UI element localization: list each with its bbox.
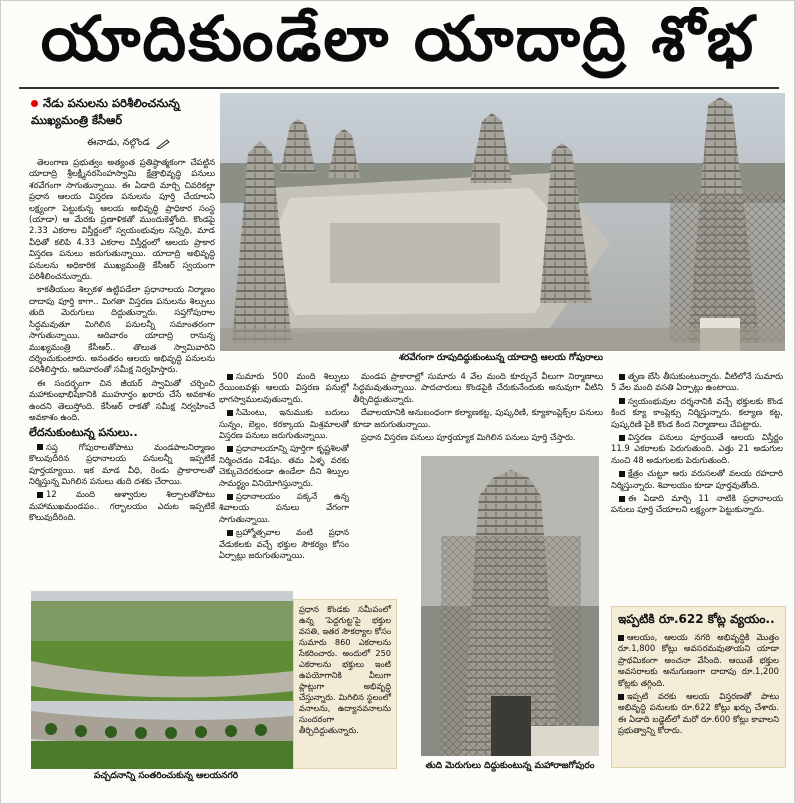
square-bullet-icon xyxy=(619,398,625,404)
budget-box xyxy=(611,606,786,768)
col1-bullet-1: సప్త గోపురాలతోపాటు మండపాలనిర్మాణం కొలువుదీరిన ప్రధానాలయ పనులన్నీ ఇప్పటికే పూర్తయ్యాయి. ఇక మాడ వీధి, రెండు ప్రాకారాలతో నిర్మిస్తున్న మిగిలిన పనులు తుది దశకు చేరాయి. xyxy=(29,441,215,486)
land-box xyxy=(293,599,397,769)
col4-bullet-3: విస్తరణ పనులు పూర్తయితే ఆలయ విస్తీర్ణం 11.9 ఎకరాలకు పెరుగుతుంది. ఎత్తు 21 అడుగుల నుంచి 48 అడుగులకు పెరుగుతుంది. xyxy=(611,432,783,465)
col2-bullet-1: సుమారు 500 మంది శిల్పులు రేయింబవళ్లు ఆలయ విస్తరణ పనుల్లో భాగస్వాములవుతున్నారు. xyxy=(219,371,349,404)
headline-rule xyxy=(19,87,779,89)
col2-bullet-5: బ్రహ్మోత్సవాల వంటి ప్రధాన వేడుకలకు వచ్చే భక్తుల సౌకర్యం కోసం ఏర్పాట్లు జరుగుతున్నాయి. xyxy=(219,527,349,561)
col1-section-heading: లేదనుకుంటున్న పనులు.. xyxy=(29,426,138,440)
square-bullet-icon xyxy=(37,492,43,498)
col4-bullet-2: స్వయంభువుల దర్శనానికి వచ్చే భక్తులకు కొండ కింద క్యూ కాంప్లెక్సు నిర్మిస్తున్నారు. కల్యాణ కట్ట, పుష్కరిణి పైకి కొండ కింద నిర్మాణాలు చేపట్టారు. xyxy=(611,395,783,429)
subhead-text: నేడు పనులను పరిశీలించనున్న ముఖ్యమంత్రి కేసీఆర్ xyxy=(31,96,180,127)
square-bullet-icon xyxy=(619,496,625,502)
budget-bullet-2: ఇప్పటి వరకు ఆలయ విస్తరణతో పాటు అభివృద్ధి పనులకు రూ.622 కోట్లు ఖర్చు చేశారు. ఈ ఏడాది బడ్జెట్‌లో మరో రూ.600 కోట్లు కావాలని ప్రభుత్వాన్ని కోరారు. xyxy=(618,691,779,736)
headline: యాదికుండేలా యాదాద్రి శోభ xyxy=(40,7,756,75)
square-bullet-icon xyxy=(619,435,625,441)
col3-paragraph-2: దేవాలయానికి అనుబంధంగా కల్యాణకట్ట, పుష్కరిణి, క్యూకాంప్లెక్స్‌ల పనులు కూడా జరుగుతున్నాయి. xyxy=(353,407,603,429)
col4-bullet-1: తృణ బేసి తీసుకుంటున్నారు. వీటిలోనే సుమారు 5 వేల మంది వసతి ఏర్పాట్లు ఉంటాయి. xyxy=(611,371,783,393)
red-bullet-icon xyxy=(31,100,38,107)
column-1 xyxy=(29,157,215,592)
square-bullet-icon xyxy=(227,410,233,416)
col4-bullet-4: క్షేత్రం చుట్టూ ఆరు వరుసలతో వలయ రహదారి నిర్మిస్తున్నారు. శివాలయం కూడా పూర్తవుతోంది. xyxy=(611,468,783,490)
square-bullet-icon xyxy=(227,530,233,536)
square-bullet-icon xyxy=(227,374,233,380)
budget-body xyxy=(612,632,785,737)
col3-paragraph-1: మండప ప్రాకారాల్లో సుమారు 4 వేల మంది కూర్చునే వీలుగా నిర్మాణాలు సిద్ధమవుతున్నాయి. పాదచారులు కొండపైకి చేరుకునేందుకు అనువుగా వీటిని తీర్చిదిద్దుతున్నారు. xyxy=(353,371,603,404)
col2-bullet-4: ప్రధానాలయం పక్కనే ఉన్న శివాలయ పనులు వేగంగా సాగుతున్నాయి. xyxy=(219,491,349,524)
byline-text: ఈనాడు, నల్గొండ xyxy=(87,137,150,148)
pen-icon xyxy=(156,139,170,149)
col1-paragraph-2: కాకతీయుల శిల్పకళ ఉట్టిపడేలా ప్రధానాలయ నిర్మాణం దాదాపు పూర్తి కాగా.. మిగతా విస్తరణ పనులను శిల్పులు తుది మెరుగులు దిద్దుతున్నారు. సప్తగోపురాల సిద్ధమవుతూ మిగిలిన పనులన్నీ సమాంతరంగా సాగుతున్నాయి. ఆదివారం యాదాద్రి రానున్న ముఖ్యమంత్రి కేసీఆర్.. తొలుత స్వామివారిని దర్శించుకుంటారు. అనంతరం ఆలయ అభివృద్ధి పనులను పరిశీలిస్తారు. ఆదివారంతో సమీక్ష నిర్వహిస్తారు. xyxy=(29,284,215,375)
column-3 xyxy=(353,371,603,451)
col2-bullet-3: ప్రధానాలయాన్ని పూర్తిగా కృష్ణశిలతో నిర్మించడం విశేషం. తమ ఏళ్ళ వరకు చెక్కుచెదరకుండా ఉండేలా దీని శిల్పుల సామర్థ్యం వినియోగిస్తున్నారు. xyxy=(219,443,349,488)
col2-bullet-2: సిమెంటు, ఇనుముకు బదులు సున్నం, బెల్లం, కరక్కాయ మిశ్రమాలతో విస్తరణ పనులు జరుగుతున్నాయి. xyxy=(219,407,349,441)
land-text: ప్రధాన కొండకు సమీపంలో ఉన్న 'పెద్దగుట్ట'పై భక్తుల వసతి, ఇతర సౌకర్యాల కోసం సుమారు 860 ఎకరాలను సేకరించారు. అందులో 250 ఎకరాలను భక్తులు ఇంటి ఉపయోగానికి వీలుగా ప్లాట్లుగా అభివృద్ధి చేస్తున్నారు. మిగిలిన స్థలంలో వనాలను, ఉద్యానవనాలను సుందరంగా తీర్చిదిద్దుతున్నారు. xyxy=(299,604,391,735)
byline xyxy=(87,137,170,150)
gopuram-photo xyxy=(421,456,599,756)
main-temple-photo xyxy=(220,93,785,351)
square-bullet-icon xyxy=(619,374,625,380)
square-bullet-icon xyxy=(618,694,624,700)
main-photo-caption: శరవేగంగా రూపుదిద్దుకుంటున్న యాదాద్రి ఆలయ గోపురాలు xyxy=(398,353,603,363)
square-bullet-icon xyxy=(227,494,233,500)
column-4 xyxy=(611,371,783,601)
temple-town-photo xyxy=(31,591,293,769)
square-bullet-icon xyxy=(618,635,624,641)
col1-bullet-2: 12 మంది ఆళ్వారుల శిల్పాలతోపాటు మహాముఖమండపం.. గర్భాలయం ఎదుట ఇప్పటికే కొలువుదీరింది. xyxy=(29,489,215,523)
square-bullet-icon xyxy=(227,446,233,452)
col1-paragraph-1: తెలంగాణ ప్రభుత్వం అత్యంత ప్రతిష్ఠాత్మకంగా చేపట్టిన యాదాద్రి శ్రీలక్ష్మీనరసింహస్వామి క్షేత్రాభివృద్ధి పనులు శరవేగంగా సాగుతున్నాయి. ఈ ఏడాది మార్చి చివరికల్లా ప్రధాన ఆలయ విస్తరణ పనులను పూర్తి చేయాలని లక్ష్యంగా పెట్టుకున్న ఆలయ అభివృద్ధి ప్రాధికార సంస్థ (యాడా) ఆ మేరకు ప్రణాళికతో ముందుకెళ్తోంది. కొండపై 2.33 ఎకరాల విస్తీర్ణంలో స్వయంభువుల సన్నిధి, మాడ వీధితో కలిపి 4.33 ఎకరాల విస్తీర్ణంలో ఆలయ ప్రాకార విస్తరణ పనులు జరుగుతున్నాయి. యాదాద్రి అభివృద్ధి పనులను అధికారిక ముఖ్యమంత్రి కేసీఆర్ స్వయంగా పరిశీలించనున్నారు. xyxy=(29,157,215,282)
temple-town-caption: పచ్చదనాన్ని సంతరించుకున్న ఆలయనగరి xyxy=(93,771,239,781)
budget-bullet-1: ఆలయం, ఆలయ నగరి అభివృద్ధికి మొత్తం రూ.1,800 కోట్లు అవసరమవుతాయని యాడా ప్రాథమికంగా అంచనా వేసింది. ఆయితే భక్తుల అవసరాలకు అనుగుణంగా దాదాపు రూ.1,200 కోట్లకు తగ్గింది. xyxy=(618,632,779,688)
col4-bullet-5: ఈ ఏడాది మార్చి 11 నాటికి ప్రధానాలయ పనులు పూర్తి చేయాలని లక్ష్యంగా పెట్టుకున్నారు. xyxy=(611,493,783,515)
subhead xyxy=(31,95,211,129)
gopuram-caption: తుది మెరుగులు దిద్దుకుంటున్న మహారాజగోపురం xyxy=(425,761,595,771)
col1-paragraph-3: ఈ సందర్భంగా చిన జీయర్ స్వామితో చర్చించి మహాకుంభాభిషేకానికి ముహూర్తం ఖరారు చేసే అవకాశం ఉందని తెలుస్తోంది. కేసీఆర్ రాకతో సమీక్ష నిర్వహించే అవకాశం ఉంది. xyxy=(29,377,215,422)
square-bullet-icon xyxy=(37,444,43,450)
column-2 xyxy=(219,371,349,591)
square-bullet-icon xyxy=(619,471,625,477)
budget-heading: ఇప్పటికి రూ.622 కోట్ల వ్యయం.. xyxy=(618,612,775,626)
col3-paragraph-3: ప్రధాన విస్తరణ పనులు పూర్తయ్యాక మిగిలిన పనులు పూర్తి చేస్తారు. xyxy=(361,432,576,443)
